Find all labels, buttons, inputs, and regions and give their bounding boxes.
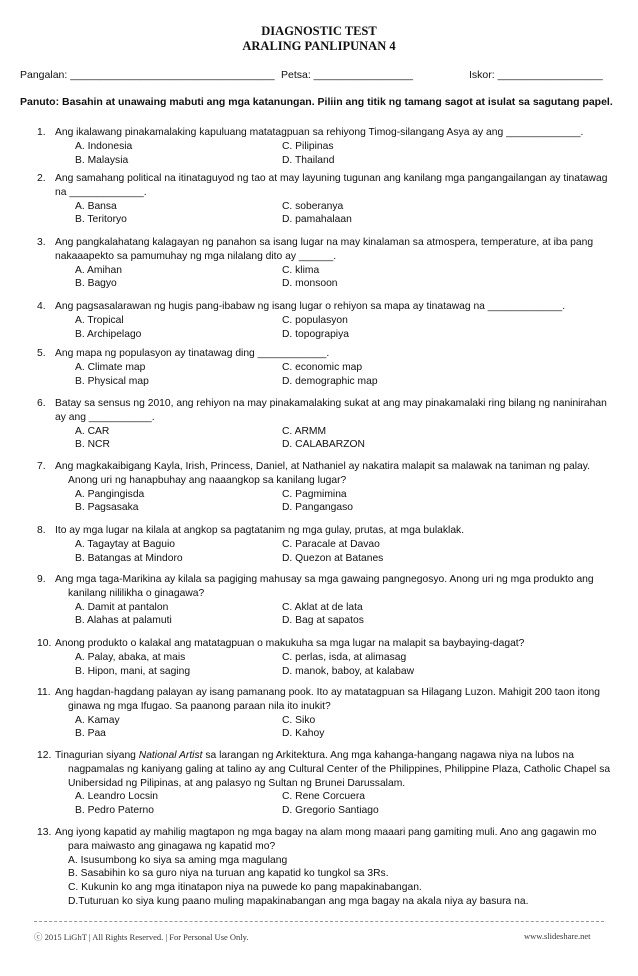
answer-option: D. CALABARZON bbox=[282, 439, 365, 451]
answer-option: C. Rene Corcuera bbox=[282, 791, 365, 803]
question-line: na _____________. bbox=[55, 186, 147, 198]
question-number: 12. bbox=[37, 750, 52, 761]
answer-option: D. Bag at sapatos bbox=[282, 615, 364, 627]
question-text bbox=[55, 686, 615, 714]
option-row bbox=[75, 651, 595, 665]
question-text bbox=[55, 397, 615, 425]
answer-options bbox=[75, 538, 595, 566]
option-row bbox=[75, 488, 595, 502]
question-text bbox=[55, 460, 615, 488]
answer-option: D. Kahoy bbox=[282, 728, 325, 740]
question-number: 8. bbox=[37, 525, 46, 536]
question-number: 13. bbox=[37, 827, 52, 838]
answer-option: C. Paracale at Davao bbox=[282, 538, 380, 550]
question-text bbox=[55, 573, 615, 601]
question-line: Unibersidad ng Pilipinas, at ang palasyo ng Sultan ng Brunei Darussalam. bbox=[68, 777, 406, 789]
option-row bbox=[75, 154, 595, 168]
answer-option: C. economic map bbox=[282, 361, 363, 373]
option-row bbox=[75, 200, 595, 214]
question-text bbox=[55, 126, 615, 140]
question-text bbox=[55, 236, 615, 264]
option-row bbox=[75, 375, 595, 389]
question-line: ginawa ng mga Ifugao. Sa paanong paraan nila ito inukit? bbox=[68, 700, 331, 712]
answer-option: A. Tropical bbox=[75, 314, 124, 326]
question-number: 9. bbox=[37, 574, 46, 585]
answer-option: A. Palay, abaka, at mais bbox=[75, 651, 186, 663]
answer-option: D. monsoon bbox=[282, 278, 338, 290]
test-title: DIAGNOSTIC TEST bbox=[261, 24, 377, 38]
option-row bbox=[75, 804, 595, 818]
answer-option: B. Archipelago bbox=[75, 328, 142, 340]
question-line: Ang hagdan-hagdang palayan ay isang pamanang pook. Ito ay matatagpuan sa Hilagang Luzon. Mahigit 200 taon itong bbox=[55, 687, 600, 698]
answer-option: D. Gregorio Santiago bbox=[282, 805, 379, 817]
date-field: Petsa: _________________ bbox=[281, 69, 413, 81]
question-line: nagpamalas ng kaniyang galing at talino ay ang Cultural Center of the Philippines, Philippine Plaza, Catholic Chapel sa bbox=[68, 763, 611, 775]
answer-option: D. Pangangaso bbox=[282, 502, 353, 514]
option-row bbox=[75, 277, 595, 291]
question-line: Ang iyong kapatid ay mahilig magtapon ng mga bagay na alam mong maaari pang gamiting muli. Ano ang gagawin mo bbox=[55, 827, 597, 838]
question-text bbox=[55, 637, 615, 651]
option-row bbox=[75, 714, 595, 728]
test-subject: ARALING PANLIPUNAN 4 bbox=[242, 39, 396, 53]
question-line: Ang mga taga-Marikina ay kilala sa pagiging mahusay sa mga gawaing pangnegosyo. Anong uri ng mga produkto ang bbox=[55, 574, 594, 585]
question-line: Ang pangkalahatang kalagayan ng panahon sa isang lugar na may kinalaman sa atmospera, temperature, at iba pang bbox=[55, 237, 594, 248]
answer-option: C. Kukunin ko ang mga itinatapon niya na puwede ko pang mapakinabangan. bbox=[68, 882, 422, 894]
question-text bbox=[55, 347, 615, 361]
question-line: para maiwasto ang ginagawa ng kapatid mo? bbox=[68, 840, 276, 852]
answer-option: C. klima bbox=[282, 264, 320, 276]
italic-term: National Artist bbox=[138, 750, 203, 761]
answer-option: C. Aklat at de lata bbox=[282, 601, 363, 613]
question-line bbox=[55, 749, 615, 763]
answer-options bbox=[75, 488, 595, 516]
question-number: 11. bbox=[37, 687, 51, 698]
answer-option: B. Paa bbox=[75, 728, 106, 740]
answer-option: B. Pagsasaka bbox=[75, 502, 139, 514]
question-text bbox=[55, 826, 615, 854]
question-number: 6. bbox=[37, 398, 46, 409]
question-line: Ang mapa ng populasyon ay tinatawag ding ____________. bbox=[55, 348, 330, 359]
answer-option: A. Damit at pantalon bbox=[75, 601, 169, 613]
option-row bbox=[75, 314, 595, 328]
answer-option: C. Siko bbox=[282, 714, 316, 726]
name-field: Pangalan: ___________________________________ bbox=[20, 69, 275, 81]
answer-option: C. soberanya bbox=[282, 200, 344, 212]
answer-option: A. Climate map bbox=[75, 361, 146, 373]
answer-options bbox=[75, 425, 595, 453]
answer-option: B. Alahas at palamuti bbox=[75, 615, 172, 627]
option-row bbox=[75, 328, 595, 342]
question-number: 10. bbox=[37, 638, 52, 649]
answer-option: B. Pedro Paterno bbox=[75, 805, 154, 817]
answer-option: A. CAR bbox=[75, 425, 110, 437]
answer-options bbox=[75, 314, 595, 342]
option-row bbox=[75, 790, 595, 804]
answer-options bbox=[75, 790, 595, 818]
option-row bbox=[75, 501, 595, 515]
answer-option: A. Tagaytay at Baguio bbox=[75, 538, 175, 550]
footer-site: www.slideshare.net bbox=[524, 931, 591, 941]
text-segment: sa larangan ng Arkitektura. Ang mga kahanga-hangang nagawa niya na lubos na bbox=[202, 750, 575, 761]
question-number: 7. bbox=[37, 461, 46, 472]
option-row bbox=[75, 727, 595, 741]
answer-option: A. Isusumbong ko siya sa aming mga magulang bbox=[68, 854, 288, 866]
option-row bbox=[75, 425, 595, 439]
answer-option: B. Batangas at Mindoro bbox=[75, 552, 183, 564]
answer-options bbox=[75, 651, 595, 679]
option-row bbox=[75, 552, 595, 566]
answer-option: B. Hipon, mani, at saging bbox=[75, 665, 191, 677]
answer-options bbox=[75, 140, 595, 168]
question-text bbox=[55, 300, 615, 314]
question-line: kanilang nililikha o ginagawa? bbox=[68, 587, 205, 599]
question-line: ay ang ___________. bbox=[55, 411, 155, 423]
instructions: Panuto: Basahin at unawaing mabuti ang mga katanungan. Piliin ang titik ng tamang sagot at isulat sa sagutang papel. bbox=[20, 96, 613, 108]
answer-option: D. manok, baboy, at kalabaw bbox=[282, 665, 415, 677]
answer-option: C. populasyon bbox=[282, 314, 348, 326]
answer-option: C. perlas, isda, at alimasag bbox=[282, 651, 407, 663]
option-row bbox=[75, 438, 595, 452]
answer-options bbox=[75, 361, 595, 389]
question-line: Batay sa sensus ng 2010, ang rehiyon na may pinakamalaking sukat at ang may pinakamalaki ring bilang ng naninirahan bbox=[55, 398, 607, 409]
question-number: 5. bbox=[37, 348, 46, 359]
answer-option: C. ARMM bbox=[282, 425, 327, 437]
question-line: Ang samahang political na itinataguyod ng tao at may layuning tugunan ang kanilang mga pangangailangan ay tinatawag bbox=[55, 173, 608, 184]
option-row bbox=[75, 213, 595, 227]
answer-options bbox=[75, 200, 595, 228]
question-line: nakaaapekto sa pamumuhay ng mga nilalang dito ay ______. bbox=[55, 250, 337, 262]
option-row bbox=[75, 538, 595, 552]
answer-option: B. Physical map bbox=[75, 375, 149, 387]
answer-option: A. Leandro Locsin bbox=[75, 791, 159, 803]
answer-option: B. Malaysia bbox=[75, 154, 129, 166]
answer-option: A. Amihan bbox=[75, 264, 122, 276]
option-row bbox=[75, 140, 595, 154]
answer-option: D. Quezon at Batanes bbox=[282, 552, 384, 564]
answer-option: D. Thailand bbox=[282, 154, 335, 166]
answer-option: A. Bansa bbox=[75, 200, 117, 212]
answer-option: B. Teritoryo bbox=[75, 214, 127, 226]
question-text bbox=[55, 172, 615, 200]
option-row bbox=[75, 264, 595, 278]
answer-options bbox=[75, 714, 595, 742]
question-line: Anong uri ng hanapbuhay ang naaangkop sa kanilang lugar? bbox=[68, 474, 347, 486]
score-field: Iskor: __________________ bbox=[469, 69, 603, 81]
answer-option: A. Kamay bbox=[75, 714, 120, 726]
question-line: Ang pagsasalarawan ng hugis pang-ibabaw ng isang lugar o rehiyon sa mapa ay tinatawag na _____________. bbox=[55, 301, 566, 312]
answer-option: A. Indonesia bbox=[75, 140, 133, 152]
question-line: Ito ay mga lugar na kilala at angkop sa pagtatanim ng mga gulay, prutas, at mga bulaklak. bbox=[55, 525, 465, 536]
option-row bbox=[75, 601, 595, 615]
question-line: Anong produkto o kalakal ang matatagpuan o makukuha sa mga lugar na malapit sa baybaying-dagat? bbox=[55, 638, 525, 649]
answer-options bbox=[75, 264, 595, 292]
question-text bbox=[55, 524, 615, 538]
text-segment: Tinagurian siyang bbox=[55, 750, 139, 761]
question-number: 2. bbox=[37, 173, 46, 184]
footer-copyright: ⓒ 2015 LiGhT | All Rights Reserved. | For Personal Use Only. bbox=[34, 932, 249, 942]
answer-option: D. demographic map bbox=[282, 375, 378, 387]
question-line: Ang ikalawang pinakamalaking kapuluang matatagpuan sa rehiyong Timog-silangang Asya ay ang _____________. bbox=[55, 127, 584, 138]
answer-option: A. Pangingisda bbox=[75, 488, 145, 500]
answer-option: B. Bagyo bbox=[75, 278, 117, 290]
question-line: Ang magkakaibigang Kayla, Irish, Princess, Daniel, at Nathaniel ay nakatira malapit sa malawak na taniman ng palay. bbox=[55, 461, 590, 472]
answer-option: D. topograpiya bbox=[282, 328, 349, 340]
option-row bbox=[75, 665, 595, 679]
answer-option: C. Pilipinas bbox=[282, 140, 334, 152]
question-number: 4. bbox=[37, 301, 46, 312]
answer-option: B. NCR bbox=[75, 439, 110, 451]
answer-option: D. pamahalaan bbox=[282, 214, 352, 226]
question-text bbox=[55, 749, 615, 790]
answer-option: C. Pagmimina bbox=[282, 488, 347, 500]
answer-option: D.Tuturuan ko siya kung paano muling mapakinabangan ang mga bagay na akala niya ay basura na. bbox=[68, 895, 529, 907]
question-number: 1. bbox=[37, 127, 46, 138]
question-number: 3. bbox=[37, 237, 46, 248]
option-row bbox=[75, 361, 595, 375]
answer-options bbox=[75, 601, 595, 629]
answer-options bbox=[68, 854, 588, 909]
option-row bbox=[75, 614, 595, 628]
answer-option: B. Sasabihin ko sa guro niya na turuan ang kapatid ko tungkol sa 3Rs. bbox=[68, 868, 389, 880]
footer-divider bbox=[34, 921, 604, 922]
